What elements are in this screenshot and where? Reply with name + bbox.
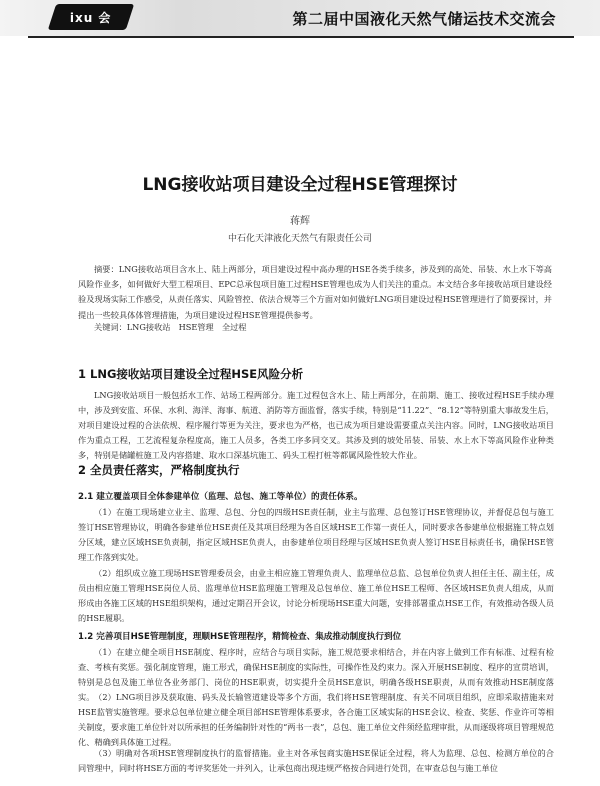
keywords: 关键词：LNG接收站 HSE管理 全过程: [94, 322, 247, 332]
abstract: 摘要：LNG接收站项目含水上、陆上两部分，项目建设过程中高办理的HSE各类手续多，涉及到的高处、吊装、水上水下等高风险作业多，如何做好大型工程项目、EPC总承包项目施工过程HSE管理也成为人们关注的重点。本文结合多年接收站项目建设经验及现场实际工作感受，从责任落实、风险管控、依法合规等三个方面对如何做好LNG项目建设过程HSE管理进行了简要探讨，并提出一些较具体体管理措施，为项目建设过程HSE管理提供参考。: [78, 264, 552, 320]
section-2-heading: 2 全员责任落实，严格制度执行: [78, 463, 240, 477]
subsection-2-2-paragraph-3: （3）明确对各项HSE管理制度执行的监督措施。业主对各承包商实施HSE保证全过程，将人为监理、总包、检测方单位的合同管理中，同时将HSE方面的考评奖惩处一并列入，让承包商出现违规严格按合同进行处罚，在审查总包与施工单位: [78, 748, 554, 774]
logo-text: ixu 会: [70, 10, 112, 25]
author-affiliation: 中石化天津液化天然气有限责任公司: [227, 234, 372, 244]
subsection-2-2-paragraph-2: （2）LNG项目涉及获取施、码头及长输管道建设等多个方面，我们将HSE管理制度、有关不同项目组织，应即采取措施来对HSE监管实施管理。要求总包单位建立健全项目部HSE管理体系要求，各合施工区域实际的HSE会议、检查、奖惩、作业许可等相关制度，要求施工单位针对以所承担的任务编制针对性的“两书一表”，总包、施工单位文件须经监理审批，从而逐级将项目管理规范化、精确到具体施工过程。: [78, 692, 554, 748]
conference-title: 第二届中国液化天然气储运技术交流会: [292, 10, 556, 28]
section-1-paragraph: LNG接收站项目一般包括水工作、站场工程两部分。施工过程包含水上、陆上两部分，在前期、施工、接收过程HSE手续办理中，涉及到安监、环保、水利、海洋、海事、航道、消防等方面监督，落实手续，特别是“11.22”、“8.12”等特别重大事故发生后，对项目建设过程的合法依规、程序履行等更为关注，要求也为严格，也已成为项目建设需要重点关注内容。同时，LNG接收站项目作为重点工程，工艺流程复杂程度高，施工人员多，各类工序多同交叉。其涉及到的坡处吊装、吊装、水上水下等高风险作业种类多，特别是储罐桩施工及内容搭建、取水口深基坑施工、码头工程打桩等都属风险性较大作业。: [78, 390, 554, 461]
subsection-2-1-paragraph-2: （2）组织成立施工现场HSE管理委员会，由业主相应施工管理负责人、监理单位总监、总包单位负责人担任主任、副主任，成员由相应施工管理HSE岗位人员、监理单位HSE监理施工管理及总包单位、施工单位HSE工程师、各区域HSE负责人组成，从而形成由各施工区域的HSE组织架构，通过定期召开会议，讨论分析现场HSE重大问题，安排部署重点HSE工作，有效推动各级人员的HSE履职。: [78, 568, 554, 624]
subsection-2-2-paragraph-1: （1）在建立健全项目HSE制度、程序时，应结合与项目实际，施工规范要求相结合，并在内容上做到工作有标准、过程有检查、考核有奖惩。强化制度管理，施工形式，确保HSE制度的实际性，可操作性及约束力。深入开展HSE制度、程序的宣贯培训，特别是总包及施工单位各业务部门、岗位的HSE职责，切实提升全员HSE意识，明确各级HSE职责，从而有效推动HSE制度落实。: [78, 647, 554, 703]
section-1-heading: 1 LNG接收站项目建设全过程HSE风险分析: [78, 367, 304, 381]
subsection-2-1-paragraph-1: （1）在施工现场建立业主、监理、总包、分包的四级HSE责任制，业主与监理、总包签订HSE管理协议，并督促总包与施工签订HSE管理协议，明确各参建单位HSE责任及其项目经理为各自区域HSE工作第一责任人，同时要求各参建单位根据施工特点划分区域，建立区域HSE负责制，指定区域HSE负责人，由参建单位项目经理与区域HSE负责人签订HSE目标责任书，确保HSE管理工作落到实处。: [78, 507, 554, 563]
subsection-2-2-heading: 1.2 完善项目HSE管理制度，理顺HSE管理程序，精简检查、集成推动制度执行到位: [78, 632, 402, 642]
conference-logo: [48, 4, 134, 30]
paper-title: LNG接收站项目建设全过程HSE管理探讨: [142, 175, 458, 195]
page-header: [0, 0, 600, 36]
subsection-2-1-heading: 2.1 建立覆盖项目全体参建单位（监理、总包、施工等单位）的责任体系。: [78, 492, 363, 502]
header-divider: [28, 36, 574, 38]
author-name: 蒋辉: [290, 216, 310, 227]
